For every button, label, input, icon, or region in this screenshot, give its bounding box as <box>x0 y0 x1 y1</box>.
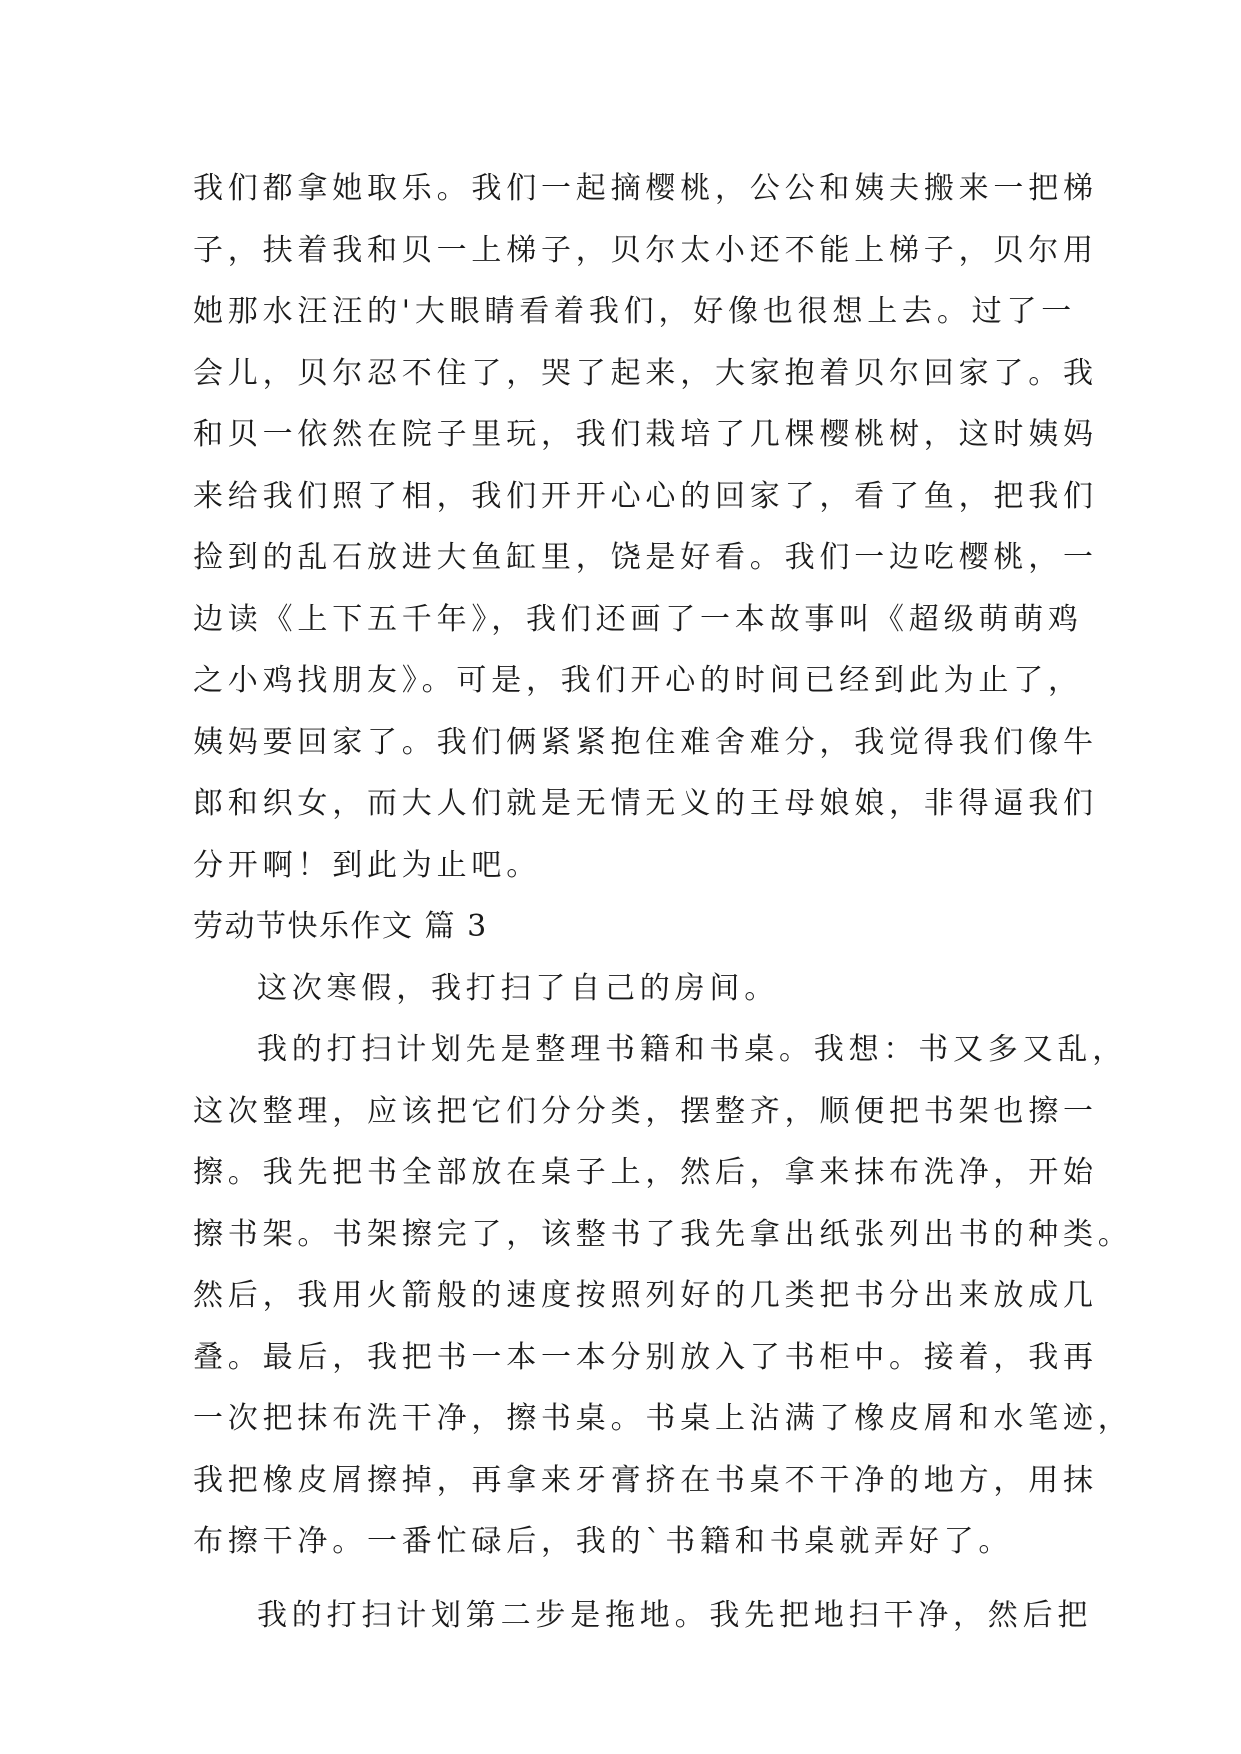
paragraph-story-continuation <box>193 158 1098 896</box>
text-line: 我的打扫计划先是整理书籍和书桌。我想：书又多又乱， <box>257 1032 1127 1067</box>
text-line: 郎和织女，而大人们就是无情无义的王母娘娘，非得逼我们 <box>193 786 1098 821</box>
paragraph-intro <box>193 958 1049 1020</box>
paragraph-mopping <box>193 1585 1093 1647</box>
text-line: 叠。最后，我把书一本一本分别放入了书柜中。接着，我再 <box>193 1339 1098 1375</box>
section-heading: 劳动节快乐作文 篇 3 <box>193 909 488 944</box>
text-line: 会儿，贝尔忍不住了，哭了起来，大家抱着贝尔回家了。我 <box>193 355 1098 391</box>
text-line: 边读《上下五千年》，我们还画了一本故事叫《超级萌萌鸡 <box>193 601 1083 637</box>
text-line: 和贝一依然在院子里玩，我们栽培了几棵樱桃树，这时姨妈 <box>193 417 1098 452</box>
text-line: 子，扶着我和贝一上梯子，贝尔太小还不能上梯子，贝尔用 <box>193 232 1098 268</box>
text-line: 我把橡皮屑擦掉，再拿来牙膏挤在书桌不干净的地方，用抹 <box>193 1462 1098 1498</box>
text-line: 我们都拿她取乐。我们一起摘樱桃，公公和姨夫搬来一把梯 <box>193 171 1098 206</box>
text-line: 布擦干净。一番忙碌后，我的`书籍和书桌就弄好了。 <box>193 1524 1014 1559</box>
text-line: 姨妈要回家了。我们俩紧紧抱住难舍难分，我觉得我们像牛 <box>193 724 1098 760</box>
text-line: 一次把抹布洗干净，擦书桌。书桌上沾满了橡皮屑和水笔迹， <box>193 1401 1133 1436</box>
text-line: 这次整理，应该把它们分分类，摆整齐，顺便把书架也擦一 <box>193 1093 1098 1129</box>
paragraph-cleaning-books <box>193 1019 1133 1573</box>
text-line: 捡到的乱石放进大鱼缸里，饶是好看。我们一边吃樱桃，一 <box>193 540 1098 575</box>
text-line: 我的打扫计划第二步是拖地。我先把地扫干净，然后把 <box>257 1597 1093 1633</box>
text-line: 擦书架。书架擦完了，该整书了我先拿出纸张列出书的种类。 <box>193 1216 1133 1252</box>
text-line: 来给我们照了相，我们开开心心的回家了，看了鱼，把我们 <box>193 478 1098 514</box>
text-line: 擦。我先把书全部放在桌子上，然后，拿来抹布洗净，开始 <box>193 1155 1098 1190</box>
text-line: 之小鸡找朋友》。可是，我们开心的时间已经到此为止了， <box>193 663 1083 698</box>
text-line: 分开啊！到此为止吧。 <box>193 847 541 883</box>
text-line: 这次寒假，我打扫了自己的房间。 <box>257 970 779 1006</box>
document-body <box>193 158 1133 1646</box>
text-line: 她那水汪汪的'大眼睛看着我们，好像也很想上去。过了一 <box>193 294 1077 329</box>
text-line: 然后，我用火箭般的速度按照列好的几类把书分出来放成几 <box>193 1278 1098 1313</box>
